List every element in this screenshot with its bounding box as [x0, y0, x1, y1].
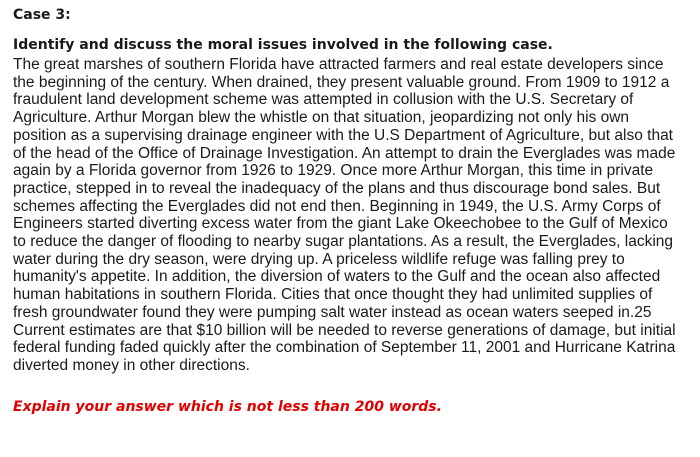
case-title: Case 3:: [13, 7, 71, 23]
body-line: fresh groundwater found they were pumping salt water instead as ocean waters seeped in.25: [13, 303, 652, 321]
body-line: water during the dry season, were drying up. A priceless wildlife refuge was falling prey to: [13, 250, 625, 268]
body-line: federal funding faded quickly after the combination of September 11, 2001 and Hurricane Katrina: [13, 339, 676, 357]
body-line: The great marshes of southern Florida have attracted farmers and real estate developers since: [13, 56, 664, 73]
body-line: human habitations in southern Florida. Cities that once thought they had unlimited supplies of: [13, 286, 653, 304]
case-body: [13, 56, 688, 375]
body-line: to reduce the danger of flooding to nearby sugar plantations. As a result, the Everglades, lacking: [13, 233, 674, 251]
body-line: position as a supervising drainage engineer with the U.S Department of Agriculture, but also that: [13, 126, 673, 144]
body-line: Current estimates are that $10 billion will be needed to reverse generations of damage, but initial: [13, 321, 676, 339]
question-heading: Identify and discuss the moral issues involved in the following case.: [13, 37, 553, 53]
body-line: of the head of the Office of Drainage Investigation. An attempt to drain the Everglades was made: [13, 144, 676, 162]
body-line: again by a Florida governor from 1926 to 1929. Once more Arthur Morgan, this time in private: [13, 162, 654, 180]
instruction-text: Explain your answer which is not less than 200 words.: [13, 399, 442, 415]
body-line: schemes affecting the Everglades did not end then. Beginning in 1949, the U.S. Army Corps of: [13, 197, 661, 215]
body-line: practice, stepped in to reveal the inadequacy of the plans and thus discourage bond sales. But: [13, 179, 661, 197]
body-line: diverted money in other directions.: [13, 356, 250, 374]
body-line: the beginning of the century. When drained, they present valuable ground. From 1909 to 1912 a: [13, 73, 670, 91]
body-line: Engineers started diverting excess water from the giant Lake Okeechobee to the Gulf of Mexico: [13, 215, 668, 233]
body-line: Agriculture. Arthur Morgan blew the whistle on that situation, jeopardizing not only his own: [13, 109, 630, 127]
body-line: fraudulent land development scheme was attempted in collusion with the U.S. Secretary of: [13, 91, 634, 109]
body-line: humanity's appetite. In addition, the diversion of waters to the Gulf and the ocean also affected: [13, 268, 661, 286]
